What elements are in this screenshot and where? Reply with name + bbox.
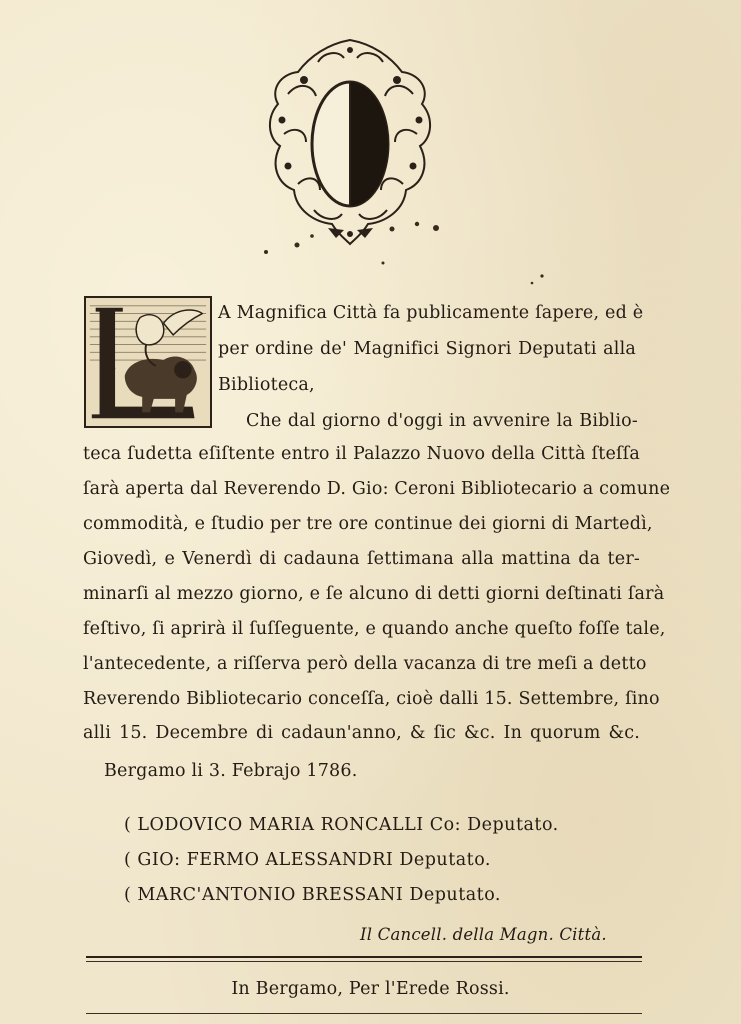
notice-line-13: alli 15. Decembre di cadaun'anno, & ſic &c. In quorum &c. (83, 723, 640, 743)
notice-line-6: ſarà aperta dal Reverendo D. Gio: Ceroni Bibliotecario a comune (83, 479, 671, 499)
notice-line-11: l'antecedente, a riſſerva però della vacanza di tre meſi a detto (83, 654, 647, 674)
decorated-initial (84, 296, 212, 428)
ornamental-crest (258, 34, 443, 250)
notice-line-1: A Magnifica Città fa publicamente ſapere, ed è (218, 303, 644, 323)
top-rule (86, 956, 642, 958)
signature-roncalli: ( LODOVICO MARIA RONCALLI Co: Deputato. (124, 815, 559, 835)
signature-alessandri: ( GIO: FERMO ALESSANDRI Deputato. (124, 850, 491, 870)
notice-line-12: Reverendo Bibliotecario conceſſa, cioè dalli 15. Settembre, ſino (83, 689, 660, 709)
notice-line-5: teca ſudetta eſiſtente entro il Palazzo Nuovo della Città ſteſſa (83, 444, 640, 464)
notice-line-9: minarſi al mezzo giorno, e ſe alcuno di detti giorni deſtinati ſarà (83, 584, 665, 604)
bottom-rule (86, 1013, 642, 1014)
top-rule-thin (86, 961, 642, 962)
notice-line-3: Biblioteca, (218, 375, 315, 395)
notice-line-7: commodità, e ſtudio per tre ore continue dei giorni di Martedì, (83, 514, 653, 534)
notice-line-2: per ordine de' Magnifici Signori Deputati alla (218, 339, 636, 359)
notice-line-4: Che dal giorno d'oggi in avvenire la Biblio- (246, 411, 638, 431)
imprint: In Bergamo, Per l'Erede Rossi. (231, 979, 510, 999)
chancellor-line: Il Cancell. della Magn. Città. (360, 925, 607, 944)
notice-date: Bergamo li 3. Febrajo 1786. (104, 761, 358, 781)
notice-line-8: Giovedì, e Venerdì di cadauna ſettimana alla mattina da ter- (83, 549, 640, 569)
signature-bressani: ( MARC'ANTONIO BRESSANI Deputato. (124, 885, 501, 905)
notice-line-10: feſtivo, ſi aprirà il ſuſſeguente, e quando anche queſto foſſe tale, (83, 619, 666, 639)
